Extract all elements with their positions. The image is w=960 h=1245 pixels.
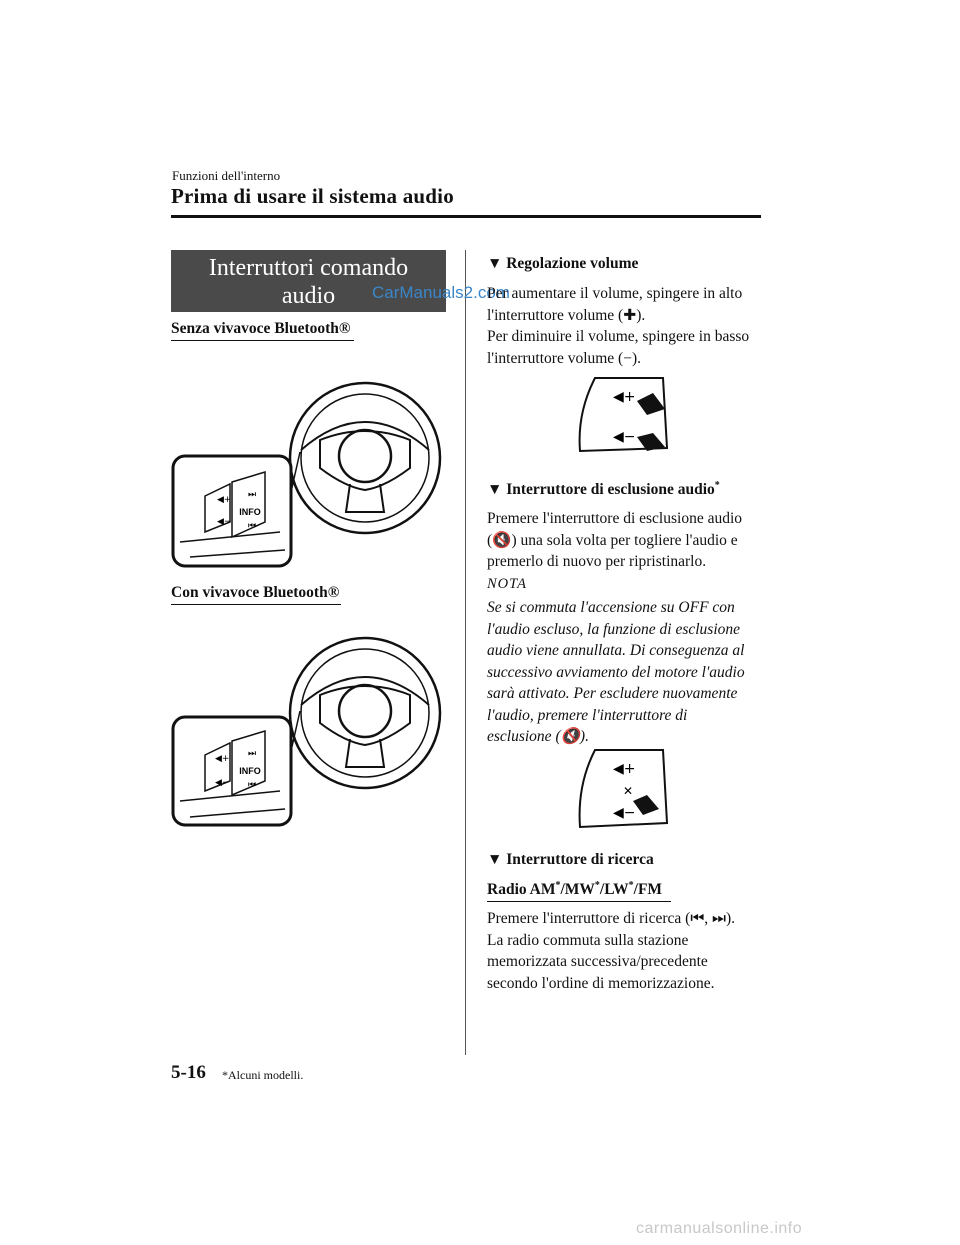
seek-forward-icon: ⏭	[712, 910, 726, 927]
steering-wheel-illustration-2	[170, 625, 445, 830]
svg-text:◀+: ◀+	[613, 761, 636, 777]
chapter-label: Funzioni dell'interno	[172, 168, 281, 183]
note-paragraph: Se si commuta l'accensione su OFF con l'audio escluso, la funzione di esclusione audio viene annullata. Di conseguenza al successivo avviamento del motore l'audio sarà attivato. Per escludere nuovamente l'audio, premere l'interruttore di esclusione (🔇).	[487, 599, 745, 745]
volume-switch-illustration	[575, 373, 675, 463]
info-button-label: INFO	[239, 507, 261, 517]
note-label: NOTA	[487, 576, 527, 592]
heading-volume: ▼ Regolazione volume	[487, 255, 639, 272]
minus-icon: −	[623, 349, 632, 367]
svg-text:✕: ✕	[623, 784, 634, 798]
svg-text:◀−: ◀−	[217, 517, 232, 527]
bottom-watermark: carmanualsonline.info	[636, 1220, 803, 1237]
steering-wheel-illustration-1	[170, 372, 445, 572]
seek-back-icon: ⏮	[690, 910, 705, 927]
svg-text:⏭: ⏭	[248, 490, 257, 500]
heading-seek: ▼ Interruttore di ricerca	[487, 851, 654, 868]
banner-line-2: audio	[281, 283, 336, 309]
heading-mute: ▼ Interruttore di esclusione audio*	[487, 480, 720, 499]
svg-text:◀+: ◀+	[217, 495, 232, 505]
triangle-bullet-icon: ▼	[487, 255, 507, 272]
triangle-bullet-icon: ▼	[487, 851, 507, 868]
svg-text:◀+: ◀+	[215, 754, 230, 764]
svg-text:◀−: ◀−	[215, 778, 230, 788]
subheading-underline	[171, 604, 341, 605]
seek-paragraph: Premere l'interruttore di ricerca (⏮, ⏭). La radio commuta sulla stazione memorizzata successiva/precedente secondo l'ordine di memorizzazione.	[487, 910, 736, 992]
watermark-link[interactable]: CarManuals2.com	[372, 283, 510, 302]
svg-text:⏮: ⏮	[248, 521, 257, 531]
mute-icon: 🔇	[492, 531, 512, 549]
column-divider	[465, 250, 466, 1055]
info-button-label: INFO	[239, 766, 261, 776]
subheading-no-bluetooth: Senza vivavoce Bluetooth®	[171, 320, 350, 338]
subheading-radio: Radio AM*/MW*/LW*/FM	[487, 880, 662, 899]
triangle-bullet-icon: ▼	[487, 481, 507, 499]
subheading-with-bluetooth: Con vivavoce Bluetooth®	[171, 584, 339, 602]
svg-text:⏭: ⏭	[248, 749, 257, 759]
mute-icon: 🔇	[560, 728, 580, 745]
subheading-underline	[171, 340, 354, 341]
subheading-underline	[487, 901, 671, 902]
header-rule	[171, 215, 761, 218]
svg-text:◀−: ◀−	[613, 429, 636, 445]
svg-text:◀−: ◀−	[613, 805, 636, 821]
footnote: *Alcuni modelli.	[222, 1068, 304, 1082]
mute-switch-illustration	[575, 745, 675, 837]
mute-paragraph: Premere l'interruttore di esclusione audio (🔇) una sola volta per togliere l'audio e premerlo di nuovo per ripristinarlo.	[487, 510, 743, 570]
volume-paragraph: Per aumentare il volume, spingere in alto l'interruttore volume (✚). Per diminuire il volume, spingere in basso l'interruttore volume (−).	[487, 285, 750, 367]
svg-text:◀+: ◀+	[613, 389, 636, 405]
page-title: Prima di usare il sistema audio	[171, 184, 454, 208]
banner-line-1: Interruttori comando	[208, 255, 409, 281]
page-number: 5-16	[171, 1062, 206, 1083]
plus-icon: ✚	[623, 306, 637, 324]
svg-text:⏮: ⏮	[248, 780, 257, 790]
